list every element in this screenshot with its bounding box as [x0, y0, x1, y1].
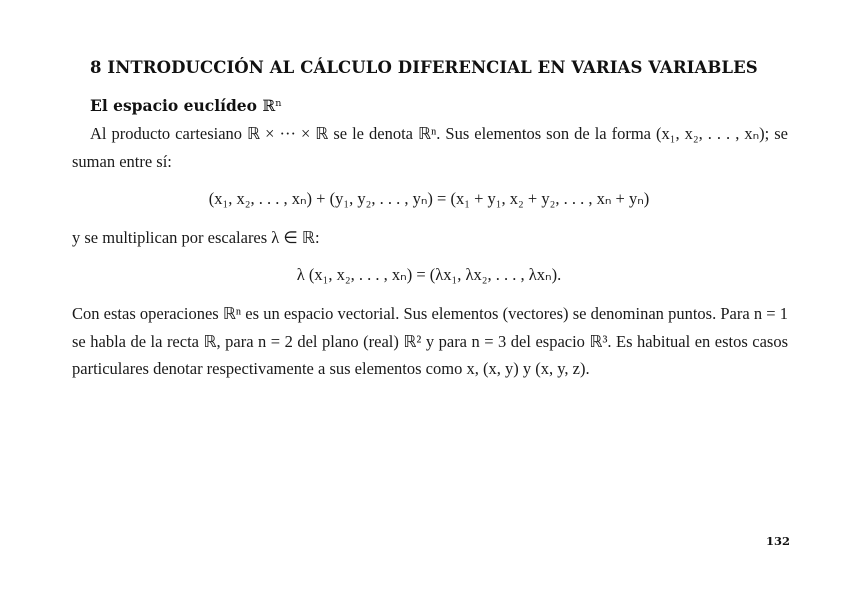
section-heading-text: El espacio euclídeo	[90, 96, 258, 115]
paragraph-closing: Con estas operaciones ℝⁿ es un espacio vectorial. Sus elementos (vectores) se denominan puntos. Para n = 1 se habla de la recta ℝ, para n = 2 del plano (real) ℝ² y para n = 3 del espacio ℝ³. Es habitual en estos casos particulares denotar respectivamente a sus elementos como x, (x, y) y (x, y, z).	[72, 304, 788, 378]
paragraph-multiply: y se multiplican por escalares λ ∈ ℝ:	[72, 228, 320, 247]
page-number: 132	[766, 534, 791, 548]
paragraph-intro: Al producto cartesiano ℝ × ··· × ℝ se le denota ℝⁿ. Sus elementos son de la forma (x₁, x₂, . . . , xₙ); se suman entre sí:	[72, 124, 788, 171]
section-heading	[90, 96, 282, 115]
section-heading-math: ℝⁿ	[262, 97, 283, 115]
chapter-title: 8 INTRODUCCIÓN AL CÁLCULO DIFERENCIAL EN VARIAS VARIABLES	[90, 58, 758, 77]
equation-sum: (x₁, x₂, . . . , xₙ) + (y₁, y₂, . . . , yₙ) = (x₁ + y₁, x₂ + y₂, . . . , xₙ + yₙ)	[208, 189, 650, 208]
equation-scalar: λ (x₁, x₂, . . . , xₙ) = (λx₁, λx₂, . . . , λxₙ).	[296, 265, 562, 284]
